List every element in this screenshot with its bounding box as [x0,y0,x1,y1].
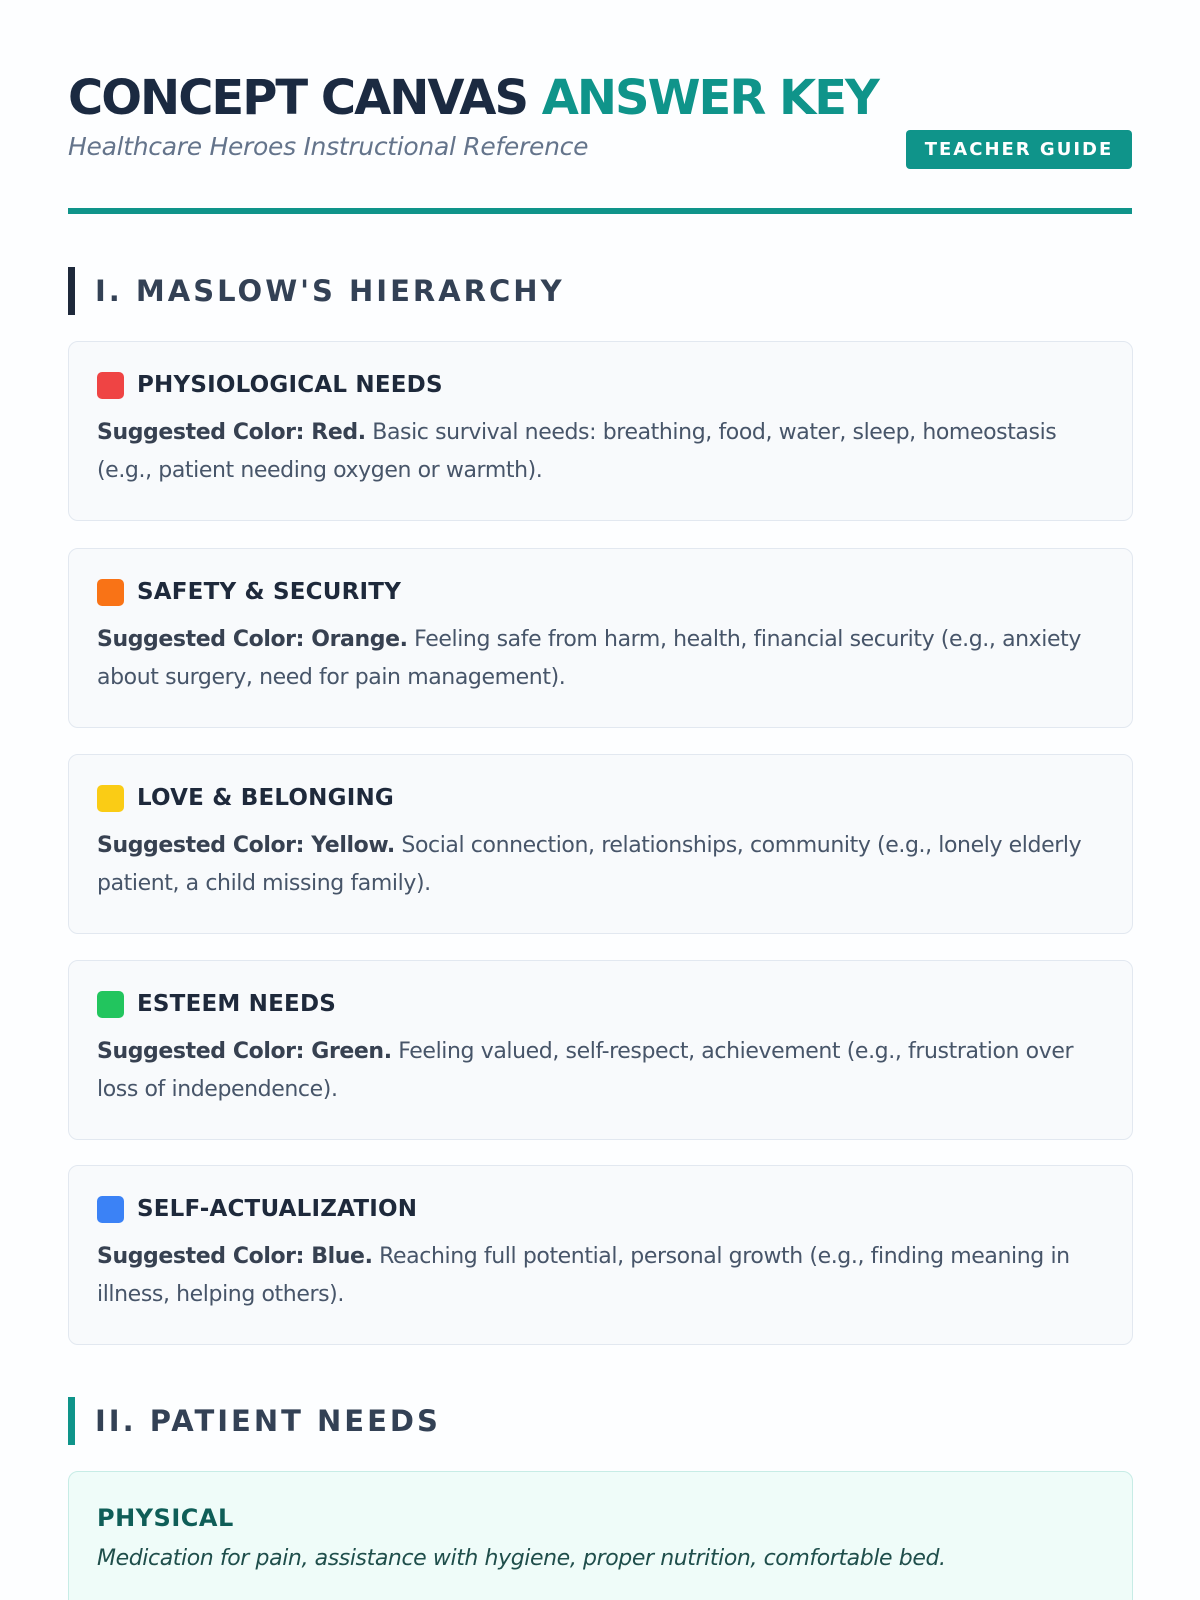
green-swatch-icon [97,991,124,1018]
card-title: LOVE & BELONGING [137,785,394,811]
maslow-card-physiological [68,341,1133,521]
card-description-text: Feeling valued, self-respect, achievement (e.g., frustration over loss of independence). [97,1039,1074,1102]
suggested-color-label: Suggested Color: Blue. [97,1244,373,1269]
maslow-card-self-actualization [68,1165,1133,1345]
card-header [97,370,1106,400]
card-description-text: Basic survival needs: breathing, food, water, sleep, homeostasis (e.g., patient needing oxygen or warmth). [97,420,1057,483]
suggested-color-label: Suggested Color: Red. [97,420,366,445]
card-header [97,989,1106,1019]
suggested-color-label: Suggested Color: Yellow. [97,833,395,858]
card-header [97,577,1106,607]
card-header [97,1194,1106,1224]
card-description [97,621,1106,697]
maslow-card-safety [68,548,1133,728]
need-card-title: PHYSICAL [97,1504,234,1532]
card-header [97,783,1106,813]
card-description [97,827,1106,903]
blue-swatch-icon [97,1196,124,1223]
card-title: SELF-ACTUALIZATION [137,1196,418,1222]
section-heading-maslow: I. MASLOW'S HIERARCHY [68,267,565,315]
card-title: SAFETY & SECURITY [137,579,402,605]
page-header [68,0,1132,214]
card-description [97,1033,1106,1109]
section-heading-patient-needs: II. PATIENT NEEDS [68,1397,441,1445]
page-subtitle: Healthcare Heroes Instructional Reference [68,132,589,161]
card-description-text: Reaching full potential, personal growth (e.g., finding meaning in illness, helping others). [97,1244,1070,1307]
card-title: ESTEEM NEEDS [137,991,337,1017]
maslow-card-love [68,754,1133,934]
title-accent: ANSWER KEY [541,70,878,126]
suggested-color-label: Suggested Color: Green. [97,1039,392,1064]
patient-need-card-physical [68,1471,1133,1600]
card-title: PHYSIOLOGICAL NEEDS [137,372,443,398]
page-title [68,70,1132,126]
card-description [97,414,1106,490]
red-swatch-icon [97,372,124,399]
need-card-description: Medication for pain, assistance with hygiene, proper nutrition, comfortable bed. [97,1546,946,1571]
card-description [97,1238,1106,1314]
card-description-text: Feeling safe from harm, health, financial security (e.g., anxiety about surgery, need for pain management). [97,627,1081,690]
orange-swatch-icon [97,579,124,606]
yellow-swatch-icon [97,785,124,812]
title-main: CONCEPT CANVAS [68,70,542,126]
maslow-card-esteem [68,960,1133,1140]
card-description-text: Social connection, relationships, community (e.g., lonely elderly patient, a child missing family). [97,833,1082,896]
suggested-color-label: Suggested Color: Orange. [97,627,408,652]
teacher-guide-badge: TEACHER GUIDE [906,130,1132,169]
